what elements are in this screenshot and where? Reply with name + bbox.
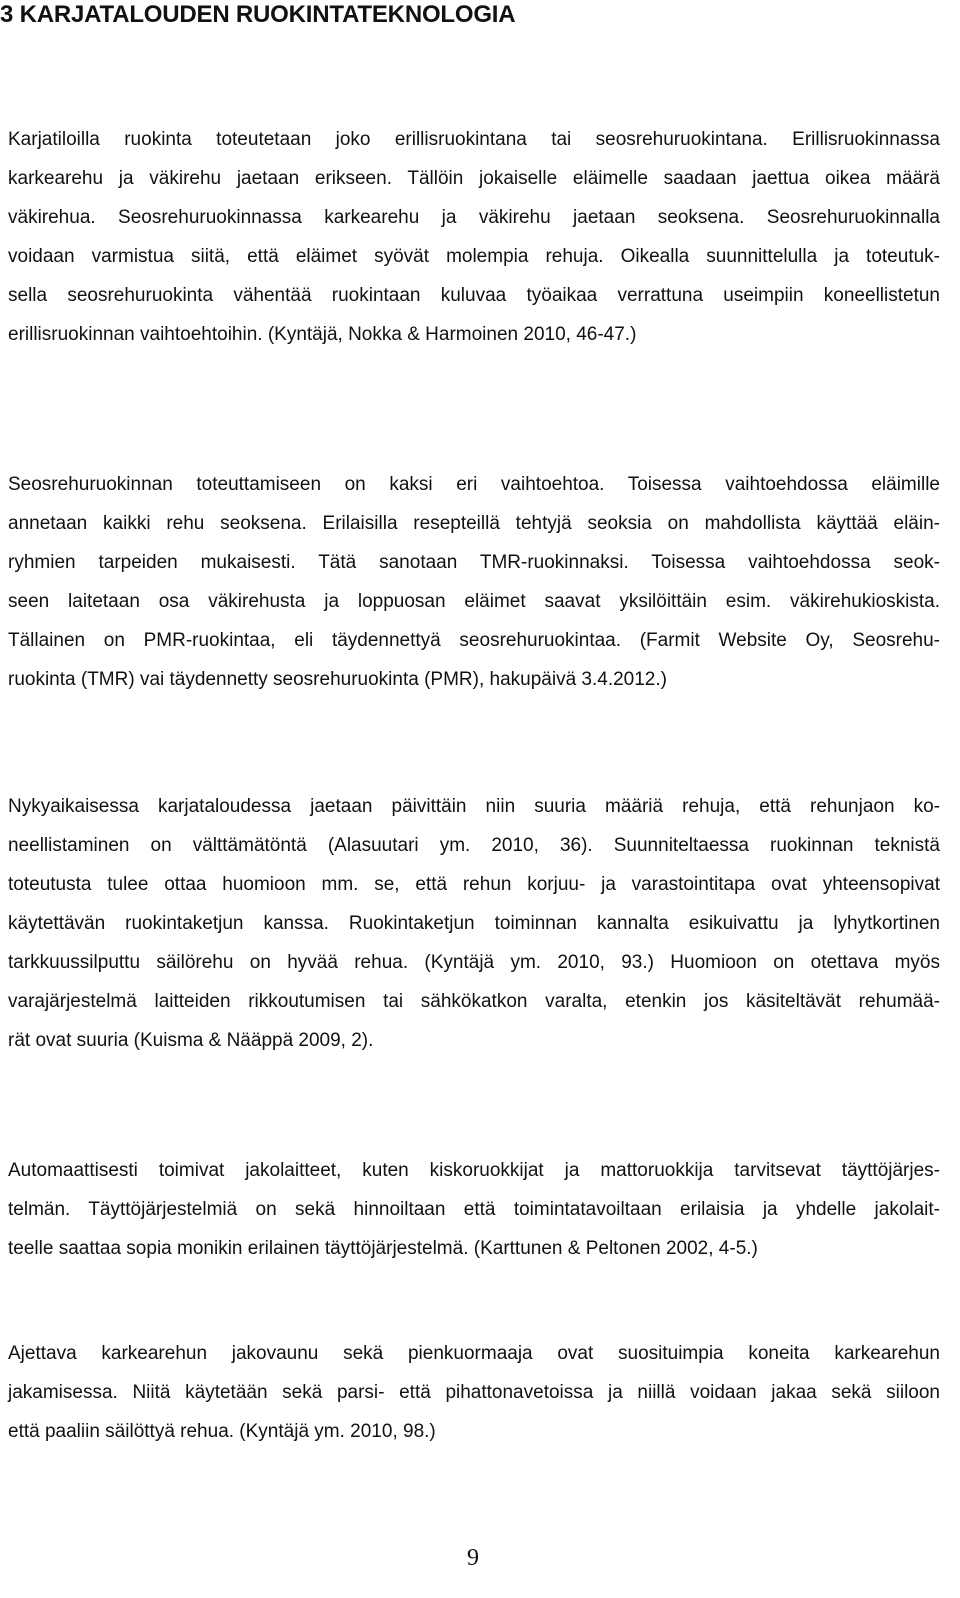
paragraph-mechanization <box>8 787 940 1060</box>
paragraph-line: Seosrehuruokinnan toteuttamiseen on kaksi eri vaihtoehtoa. Toisessa vaihtoehdossa eläimille <box>8 474 940 495</box>
paragraph-line: käytettävän ruokintaketjun kanssa. Ruokintaketjun toiminnan kannalta esikuivattu ja lyhytkortinen <box>8 913 940 934</box>
paragraph-line: karkearehu ja väkirehu jaetaan erikseen. Tällöin jokaiselle eläimelle saadaan jaettua oikea määrä <box>8 168 940 189</box>
paragraph-feeding-methods <box>8 120 940 354</box>
paragraph-tmr-pmr <box>8 465 940 699</box>
paragraph-line: tarkkuussilputtu säilörehu on hyvää rehua. (Kyntäjä ym. 2010, 93.) Huomioon on otettava myös <box>8 952 940 973</box>
paragraph-line: varajärjestelmä laitteiden rikkoutumisen tai sähkökatkon varalta, etenkin jos käsiteltävät rehumää- <box>8 991 940 1012</box>
paragraph-line: ruokinta (TMR) vai täydennetty seosrehuruokinta (PMR), hakupäivä 3.4.2012.) <box>8 669 667 690</box>
paragraph-feed-wagons <box>8 1334 940 1451</box>
paragraph-line: jakamisessa. Niitä käytetään sekä parsi- että pihattonavetoissa ja niillä voidaan jakaa sekä siiloon <box>8 1382 940 1403</box>
paragraph-automatic-feeders <box>8 1151 940 1268</box>
paragraph-line: sella seosrehuruokinta vähentää ruokintaan kuluvaa työaikaa verrattuna useimpiin koneellistetun <box>8 285 940 306</box>
paragraph-line: rät ovat suuria (Kuisma & Nääppä 2009, 2). <box>8 1030 374 1051</box>
paragraph-line: Automaattisesti toimivat jakolaitteet, kuten kiskoruokkijat ja mattoruokkija tarvitsevat täyttöjärjes- <box>8 1160 940 1181</box>
paragraph-line: telmän. Täyttöjärjestelmiä on sekä hinnoiltaan että toimintatavoiltaan erilaisia ja yhdelle jakolait- <box>8 1199 940 1220</box>
paragraph-line: seen laitetaan osa väkirehusta ja loppuosan eläimet saavat yksilöittäin esim. väkirehukioskista. <box>8 591 940 612</box>
paragraph-line: Karjatiloilla ruokinta toteutetaan joko erillisruokintana tai seosrehuruokintana. Erillisruokinnassa <box>8 129 940 150</box>
paragraph-line: teelle saattaa sopia monikin erilainen täyttöjärjestelmä. (Karttunen & Peltonen 2002, 4-5.) <box>8 1238 758 1259</box>
paragraph-line: annetaan kaikki rehu seoksena. Erilaisilla resepteillä tehtyjä seoksia on mahdollista käyttää eläin- <box>8 513 940 534</box>
paragraph-line: että paaliin säilöttyä rehua. (Kyntäjä ym. 2010, 98.) <box>8 1421 436 1442</box>
paragraph-line: Nykyaikaisessa karjataloudessa jaetaan päivittäin niin suuria määriä rehuja, että rehunjaon ko- <box>8 796 940 817</box>
paragraph-line: neellistaminen on välttämätöntä (Alasuutari ym. 2010, 36). Suunniteltaessa ruokinnan teknistä <box>8 835 940 856</box>
paragraph-line: Ajettava karkearehun jakovaunu sekä pienkuormaaja ovat suosituimpia koneita karkearehun <box>8 1343 940 1364</box>
paragraph-line: voidaan varmistua siitä, että eläimet syövät molempia rehuja. Oikealla suunnittelulla ja toteutuk- <box>8 246 940 267</box>
section-heading: 3 KARJATALOUDEN RUOKINTATEKNOLOGIA <box>0 1 516 28</box>
paragraph-line: Tällainen on PMR-ruokintaa, eli täydennettyä seosrehuruokintaa. (Farmit Website Oy, Seosrehu- <box>8 630 940 651</box>
paragraph-line: erillisruokinnan vaihtoehtoihin. (Kyntäjä, Nokka & Harmoinen 2010, 46-47.) <box>8 324 637 345</box>
paragraph-line: toteutusta tulee ottaa huomioon mm. se, että rehun korjuu- ja varastointitapa ovat yhteensopivat <box>8 874 940 895</box>
paragraph-line: väkirehua. Seosrehuruokinnassa karkearehu ja väkirehu jaetaan seoksena. Seosrehuruokinnalla <box>8 207 940 228</box>
paragraph-line: ryhmien tarpeiden mukaisesti. Tätä sanotaan TMR-ruokinnaksi. Toisessa vaihtoehdossa seok- <box>8 552 940 573</box>
page-number: 9 <box>467 1545 479 1571</box>
